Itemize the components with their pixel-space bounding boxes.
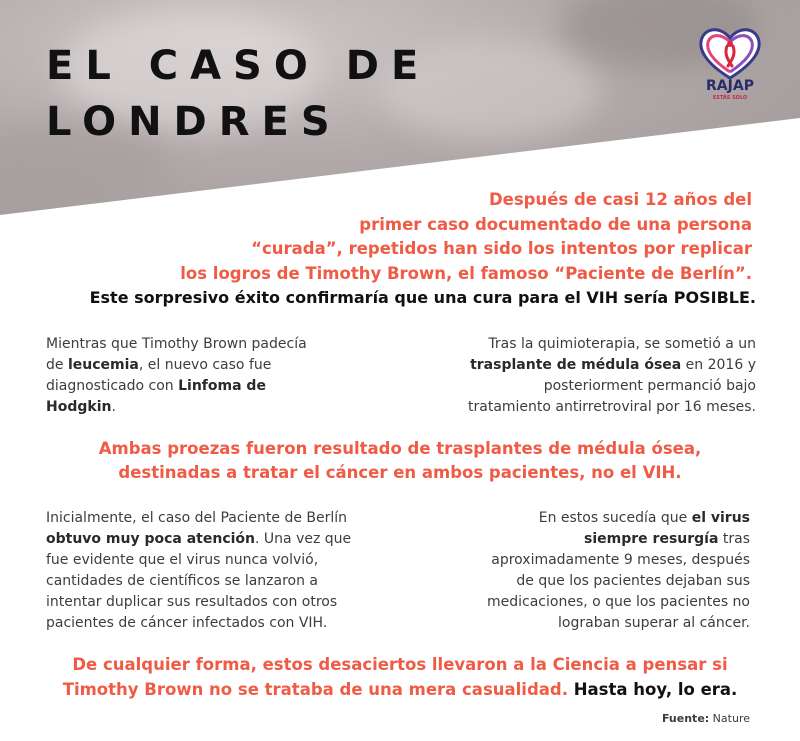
logo-text: RAJAP	[706, 78, 754, 94]
text: Inicialmente, el caso del Paciente de Berlín	[46, 510, 348, 526]
bold-text: Hodgkin	[46, 399, 112, 415]
bold-text: obtuvo muy poca atención	[46, 531, 256, 547]
text: tratamiento antirretroviral por 16 meses.	[468, 399, 756, 415]
closing-line: De cualquier forma, estos desaciertos llevaron a la Ciencia a pensar si	[72, 655, 728, 674]
logo-subtext: ESTÁS SOLO	[712, 95, 748, 101]
text: En estos sucedía que	[538, 510, 692, 526]
bold-text: leucemia	[67, 357, 139, 373]
intro-paragraph	[180, 188, 752, 286]
paragraph-treatment	[396, 334, 756, 418]
intro-line: primer caso documentado de una persona	[359, 214, 752, 234]
highlight-transplants	[0, 437, 800, 485]
highlight-line: destinadas a tratar el cáncer en ambos pacientes, no el VIH.	[118, 463, 682, 482]
closing-line: Timothy Brown no se trataba de una mera casualidad.	[62, 680, 568, 699]
intro-line: Después de casi 12 años del	[488, 190, 752, 209]
text: cantidades de científicos se lanzaron a	[46, 573, 319, 589]
text: medicaciones, o que los pacientes no	[487, 594, 750, 610]
paragraph-virus-resurgence	[420, 508, 750, 634]
source-credit	[662, 712, 750, 725]
text: aproximadamente 9 meses, después	[491, 552, 750, 568]
title-line-1: EL CASO DE	[46, 43, 431, 89]
text: pacientes de cáncer infectados con VIH.	[46, 615, 328, 631]
text: fue evidente que el virus nunca volvió,	[46, 552, 319, 568]
text: .	[111, 399, 116, 415]
bold-text: Linfoma de	[178, 378, 266, 394]
text: posteriorment permanció bajo	[543, 378, 756, 394]
intro-line: los logros de Timothy Brown, el famoso “Paciente de Berlín”.	[180, 263, 752, 283]
text: , el nuevo caso fue	[138, 357, 272, 373]
source-label: Fuente:	[661, 712, 710, 725]
heart-ribbon-icon	[694, 22, 766, 82]
text: lograban superar al cáncer.	[558, 615, 750, 631]
text: Tras la quimioterapia, se sometió a un	[488, 336, 756, 352]
closing-statement	[0, 652, 800, 702]
text: diagnosticado con	[46, 378, 179, 394]
title-line-2: LONDRES	[46, 99, 342, 145]
highlight-line: Ambas proezas fueron resultado de trasplantes de médula ósea,	[98, 439, 702, 458]
source-value: Nature	[709, 712, 750, 725]
text: . Una vez que	[255, 531, 352, 547]
text: intentar duplicar sus resultados con otros	[46, 594, 338, 610]
text: Mientras que Timothy Brown padecía	[46, 336, 307, 352]
intro-highlight: Este sorpresivo éxito confirmaría que una cura para el VIH sería POSIBLE.	[89, 288, 756, 307]
closing-conclusion: Hasta hoy, lo era.	[567, 680, 738, 699]
page-title	[46, 38, 430, 150]
text: de	[46, 357, 68, 373]
bold-text: el virus	[691, 510, 750, 526]
text: en 2016 y	[681, 357, 756, 373]
text: tras	[718, 531, 750, 547]
intro-line: “curada”, repetidos han sido los intentos por replicar	[251, 239, 752, 258]
bold-text: siempre resurgía	[584, 531, 719, 547]
logo	[694, 22, 766, 104]
paragraph-berlin-patient	[46, 508, 406, 634]
bold-text: trasplante de médula ósea	[470, 357, 682, 373]
paragraph-diagnosis	[46, 334, 366, 418]
text: de que los pacientes dejaban sus	[516, 573, 750, 589]
